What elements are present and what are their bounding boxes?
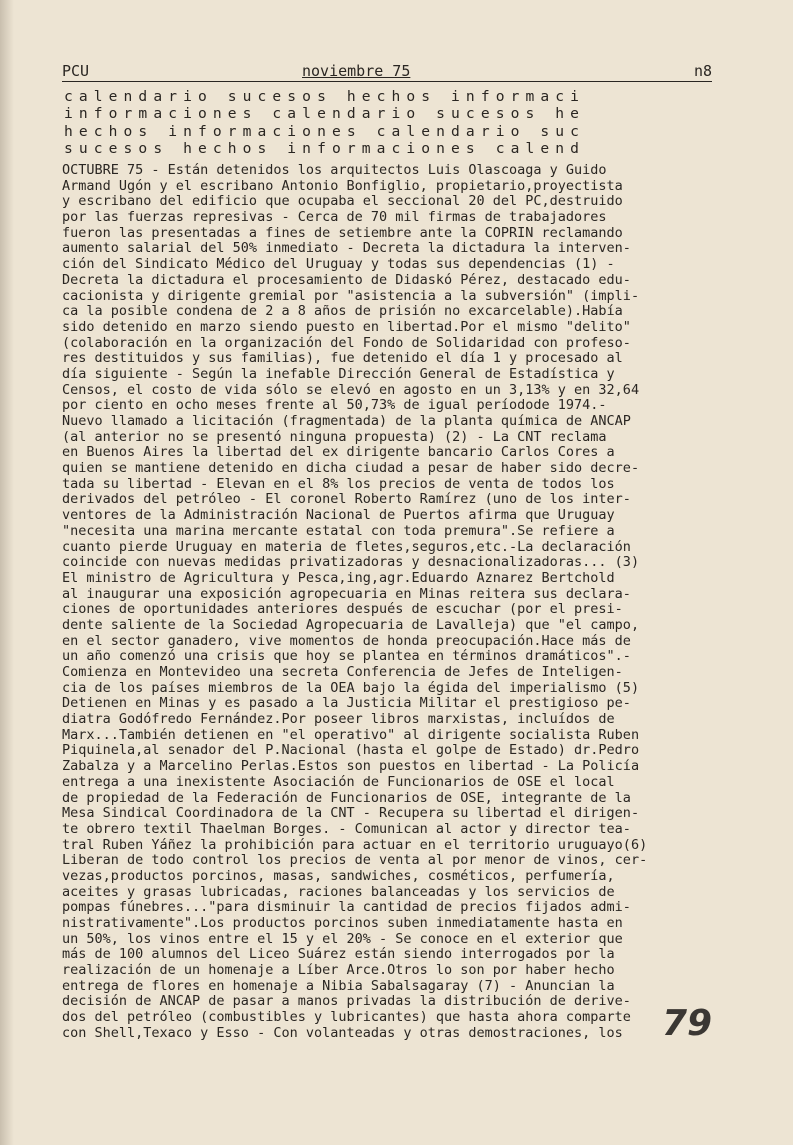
text-line: quien se mantiene detenido en dicha ciudad a pesar de haber sido decre- <box>62 460 640 477</box>
text-line: Marx...También detienen en "el operativo" al dirigente socialista Ruben <box>62 726 640 743</box>
text-line: (al anterior no se presentó ninguna propuesta) (2) - La CNT reclama <box>62 428 607 445</box>
text-line: con Shell,Texaco y Esso - Con volanteadas y otras demostraciones, los <box>62 1024 623 1041</box>
text-line: Piquinela,al senador del P.Nacional (hasta el golpe de Estado) dr.Pedro <box>62 742 640 759</box>
text-line: Mesa Sindical Coordinadora de la CNT - Recupera su libertad el dirigen- <box>62 805 640 822</box>
banner-line: hechos informaciones calendario suc <box>64 122 586 140</box>
text-line: aumento salarial del 50% inmediato - Decreta la dictadura la interven- <box>62 240 631 257</box>
text-line: Censos, el costo de vida sólo se elevó en agosto en un 3,13% y en 32,64 <box>62 381 640 398</box>
text-line: sido detenido en marzo siendo puesto en libertad.Por el mismo "delito" <box>62 318 631 335</box>
text-line: de propiedad de la Federación de Funcionarios de OSE, integrante de la <box>62 789 631 806</box>
text-line: coincide con nuevas medidas privatizadoras y desnacionalizadoras... (3) <box>62 554 640 571</box>
text-line: realización de un homenaje a Líber Arce.Otros lo son por haber hecho <box>62 962 615 979</box>
header-publication: PCU <box>62 62 90 80</box>
text-line: entrega a una inexistente Asociación de Funcionarios de OSE el local <box>62 773 615 790</box>
text-line: cacionista y dirigente gremial por "asistencia a la subversión" (impli- <box>62 287 640 304</box>
text-line: más de 100 alumnos del Liceo Suárez están siendo interrogados por la <box>62 946 615 963</box>
text-line: ciones de oportunidades anteriores después de escuchar (por el presi- <box>62 601 623 618</box>
text-line: Comienza en Montevideo una secreta Conferencia de Jefes de Inteligen- <box>62 664 623 680</box>
text-line: por ciento en ocho meses frente al 50,73% de igual períodode 1974.- <box>62 397 607 414</box>
text-line: te obrero textil Thaelman Borges. - Comunican al actor y director tea- <box>62 820 631 837</box>
text-line: El ministro de Agricultura y Pesca,ing,agr.Eduardo Aznarez Bertchold <box>62 569 615 586</box>
text-line: día siguiente - Según la inefable Dirección General de Estadística y <box>62 365 615 382</box>
text-line: nistrativamente".Los productos porcinos suben inmediatamente hasta en <box>62 915 623 931</box>
text-line: Decreta la dictadura el procesamiento de Didaskó Pérez, destacado edu- <box>62 271 631 288</box>
text-line: un año comenzó una crisis que hoy se plantea en términos dramáticos".- <box>62 648 631 665</box>
text-line: en el sector ganadero, vive momentos de honda preocupación.Hace más de <box>62 632 631 649</box>
banner-line: calendario sucesos hechos informaci <box>64 88 586 105</box>
text-line: Liberan de todo control los precios de venta al por menor de vinos, cer- <box>62 852 648 869</box>
text-line: tada su libertad - Elevan en el 8% los precios de venta de todos los <box>62 475 615 492</box>
text-line: cuanto pierde Uruguay en materia de fletes,seguros,etc.-La declaración <box>62 538 631 555</box>
text-line: Armand Ugón y el escribano Antonio Bonfiglio, propietario,proyectista <box>62 177 623 194</box>
text-line: pompas fúnebres..."para disminuir la cantidad de precios fijados admi- <box>62 899 631 916</box>
header-rule <box>62 81 712 82</box>
text-line: cia de los países miembros de la OEA bajo la égida del imperialismo (5) <box>62 679 640 696</box>
header-issue-number: n8 <box>693 62 712 80</box>
text-line: Detienen en Minas y es pasado a la Justicia Militar el prestigioso pe- <box>62 695 631 712</box>
page-header <box>62 62 712 80</box>
header-date: noviembre 75 <box>302 62 411 80</box>
text-line: al inaugurar una exposición agropecuaria en Minas reitera sus declara- <box>62 585 631 602</box>
text-line: vezas,productos porcinos, masas, sandwiches, cosméticos, perfumería, <box>62 867 615 884</box>
text-line: Zabalza y a Marcelino Perlas.Estos son puestos en libertad - La Policía <box>62 758 640 775</box>
text-line: "necesita una marina mercante estatal con toda premura".Se refiere a <box>62 522 615 539</box>
banner-line: informaciones calendario sucesos he <box>64 105 586 123</box>
text-line: dos del petróleo (combustibles y lubricantes) que hasta ahora comparte <box>62 1009 631 1026</box>
text-line: ca la posible condena de 2 a 8 años de prisión no excarcelable).Había <box>62 303 623 320</box>
text-line: ción del Sindicato Médico del Uruguay y todas sus dependencias (1) - <box>62 256 615 273</box>
text-line: Nuevo llamado a licitación (fragmentada) de la planta química de ANCAP <box>62 413 631 429</box>
text-line: OCTUBRE 75 - Están detenidos los arquitectos Luis Olascoaga y Guido <box>62 162 607 178</box>
text-line: y escribano del edificio que ocupaba el seccional 20 del PC,destruido <box>62 193 623 210</box>
text-line: diatra Godófredo Fernández.Por poseer libros marxistas, incluídos de <box>62 711 615 728</box>
page-number: 79 <box>662 1003 713 1044</box>
text-line: ventores de la Administración Nacional de Puertos afirma que Uruguay <box>62 507 615 524</box>
text-line: decisión de ANCAP de pasar a manos privadas la distribución de derive- <box>62 993 631 1010</box>
section-banner <box>64 88 714 158</box>
text-line: aceites y grasas lubricadas, raciones balanceadas y los servicios de <box>62 883 615 900</box>
text-line: entrega de flores en homenaje a Nibia Sabalsagaray (7) - Anuncian la <box>62 977 615 994</box>
text-line: (colaboración en la organización del Fondo de Solidaridad con profeso- <box>62 334 631 351</box>
banner-line: sucesos hechos informaciones calend <box>64 140 586 158</box>
article-body <box>62 163 722 1042</box>
text-line: derivados del petróleo - El coronel Roberto Ramírez (uno de los inter- <box>62 491 631 508</box>
text-line: por las fuerzas represivas - Cerca de 70 mil firmas de trabajadores <box>62 209 607 226</box>
text-line: res destituidos y sus familias), fue detenido el día 1 y procesado al <box>62 350 623 367</box>
text-line: en Buenos Aires la libertad del ex dirigente bancario Carlos Cores a <box>62 444 615 461</box>
binding-shadow <box>0 0 14 1145</box>
text-line: dente saliente de la Sociedad Agropecuaria de Lavalleja) que "el campo, <box>62 616 640 633</box>
text-line: fueron las presentadas a fines de setiembre ante la COPRIN reclamando <box>62 224 623 241</box>
text-line: tral Ruben Yáñez la prohibición para actuar en el territorio uruguayo(6) <box>62 836 648 853</box>
text-line: un 50%, los vinos entre el 15 y el 20% - Se conoce en el exterior que <box>62 930 623 947</box>
